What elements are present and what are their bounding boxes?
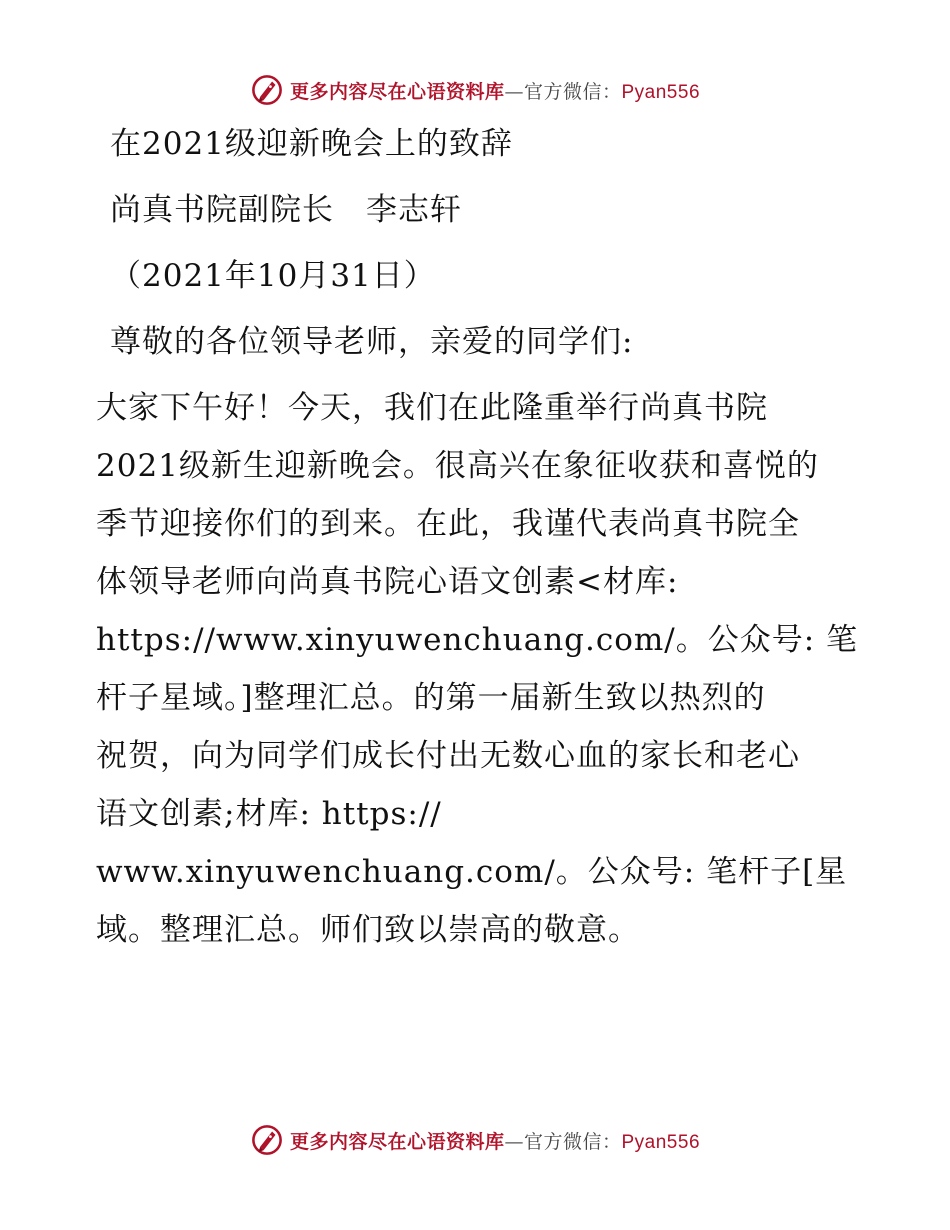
footer-watermark-banner [0,1120,950,1160]
paragraph-line: 体领导老师向尚真书院心语文创素<材库: [96,564,679,600]
paragraph-line: https://www.xinyuwenchuang.com/。公众号: 笔 [96,622,859,658]
header-promo-text: 更多内容尽在心语资料库 [289,80,505,103]
header-banner-inner [250,73,700,107]
header-watermark-banner [0,70,950,110]
header-separator: — [504,80,524,103]
paragraph-line: 季节迎接你们的到来。在此，我谨代表尚真书院全 [96,506,800,542]
footer-banner-text [290,1127,700,1154]
speech-paragraph [96,379,866,959]
paragraph-line: 大家下午好！今天，我们在此隆重举行尚真书院 [96,390,768,426]
paragraph-line: www.xinyuwenchuang.com/。公众号: 笔杆子[星 [96,854,848,890]
paragraph-line: 祝贺，向为同学们成长付出无数心血的家长和老心 [96,738,800,774]
footer-banner-inner [250,1123,700,1157]
header-wechat-label: 官方微信： [523,80,622,103]
footer-wechat-label: 官方微信： [523,1130,622,1153]
footer-wechat-handle: Pyan556 [621,1131,701,1153]
paragraph-line: 语文创素;材库: https:// [96,796,442,832]
date-line: （2021年10月31日） [110,258,436,294]
header-wechat-handle: Pyan556 [621,81,701,103]
document-body [96,115,866,959]
header-banner-text [290,77,700,104]
salutation: 尊敬的各位领导老师，亲爱的同学们: [110,324,634,360]
author-line: 尚真书院副院长 李志轩 [110,192,462,228]
footer-promo-text: 更多内容尽在心语资料库 [289,1130,505,1153]
paragraph-line: 杆子星域。]整理汇总。的第一届新生致以热烈的 [96,680,766,716]
footer-separator: — [504,1130,524,1153]
document-title: 在2021级迎新晚会上的致辞 [110,126,513,162]
paragraph-line: 2021级新生迎新晚会。很高兴在象征收获和喜悦的 [96,448,819,484]
pen-nib-logo-icon [250,1123,284,1157]
pen-nib-logo-icon [250,73,284,107]
paragraph-line: 域。整理汇总。师们致以崇高的敬意。 [96,912,640,948]
